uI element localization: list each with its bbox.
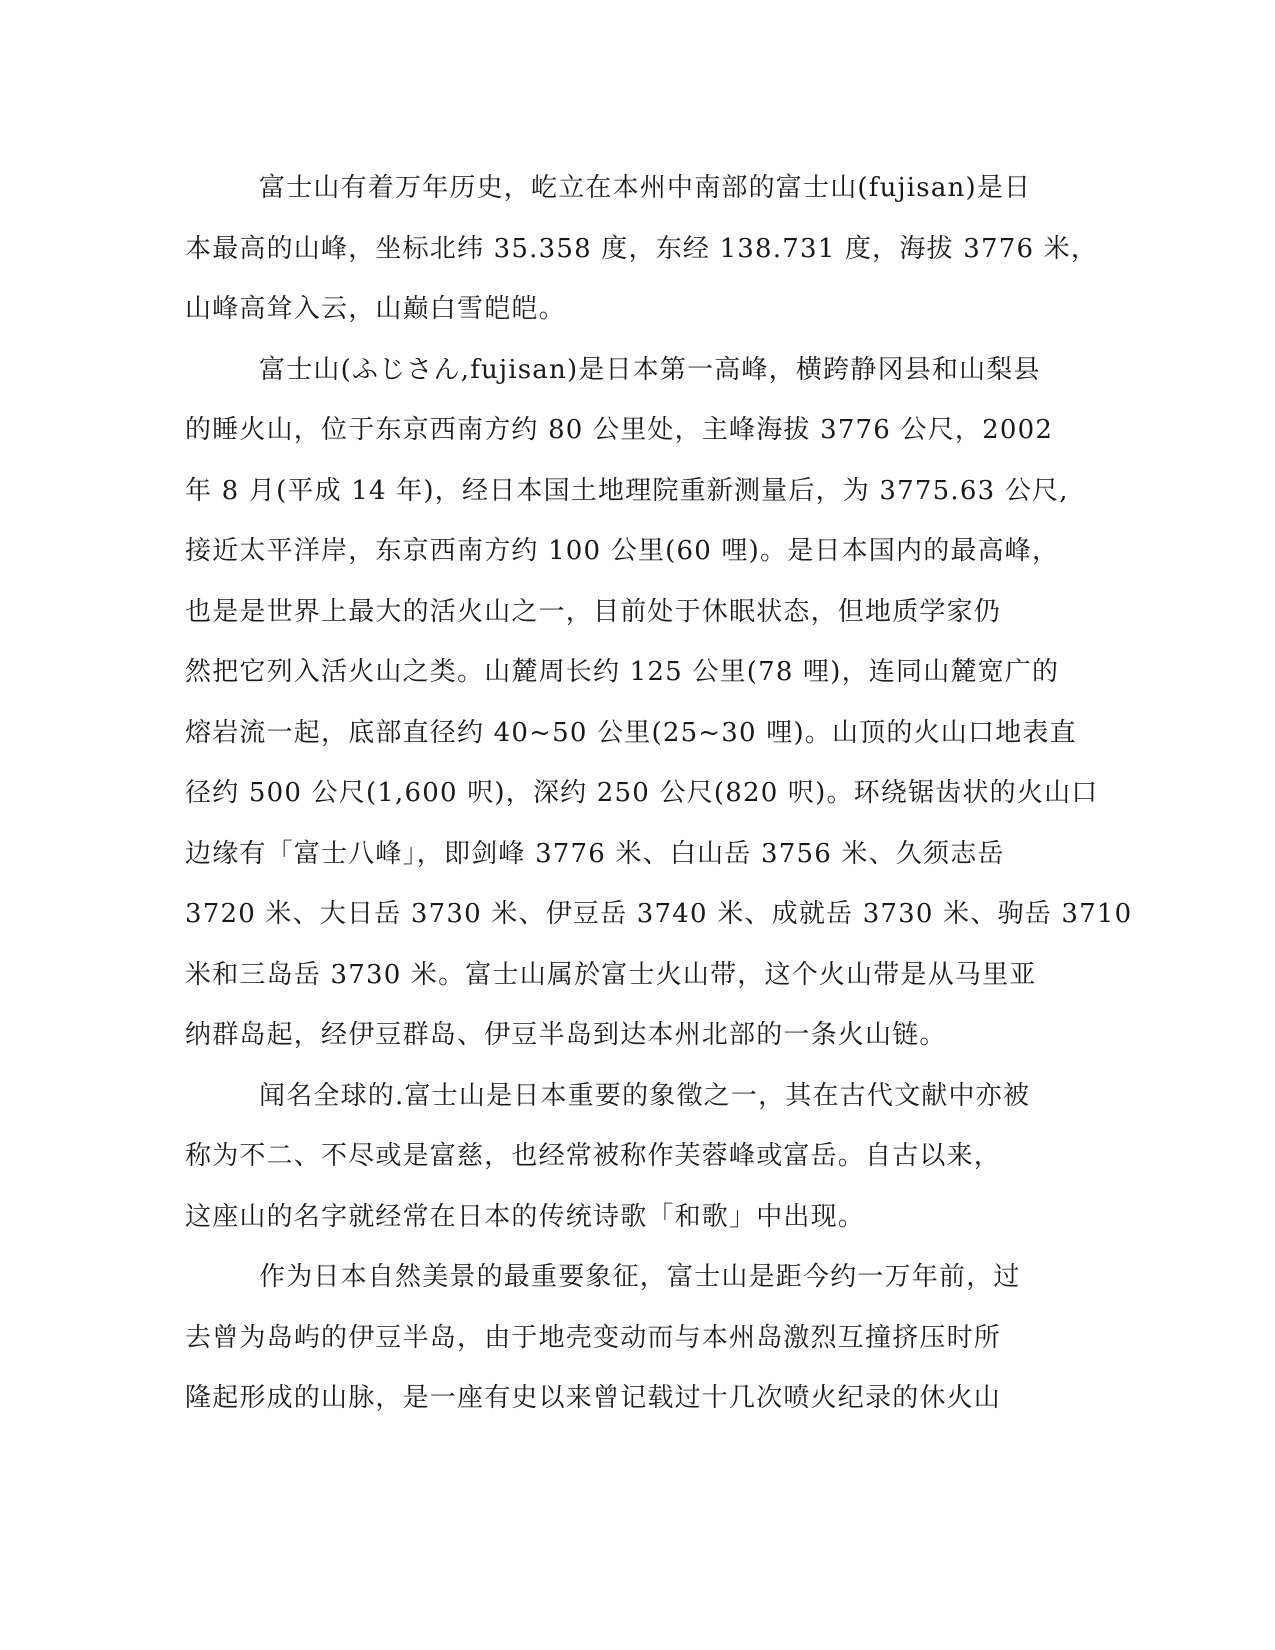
paragraph-line: 熔岩流一起，底部直径约 40~50 公里(25~30 哩)。山顶的火山口地表直	[185, 717, 1077, 748]
paragraph	[185, 1066, 1055, 1248]
paragraph-line: 山峰高耸入云，山巅白雪皑皑。	[185, 294, 566, 324]
paragraph	[185, 158, 1099, 340]
paragraph-line: 富士山(ふじさん,fujisan)是日本第一高峰，横跨静冈县和山梨县	[259, 354, 1041, 385]
paragraph-line: 径约 500 公尺(1,600 呎)，深约 250 公尺(820 呎)。环绕锯齿状的火山口	[185, 778, 1099, 808]
paragraph-line: 年 8 月(平成 14 年)，经日本国土地理院重新测量后，为 3775.63 公尺,	[185, 475, 1069, 506]
paragraph-line: 3720 米、大日岳 3730 米、伊豆岳 3740 米、成就岳 3730 米、驹岳 3710	[185, 899, 1133, 929]
paragraph	[185, 340, 1133, 1066]
paragraph-line: 这座山的名字就经常在日本的传统诗歌「和歌」中出现。	[185, 1201, 866, 1232]
paragraph-line: 本最高的山峰，坐标北纬 35.358 度，东经 138.731 度，海拔 3776 米，	[185, 233, 1099, 264]
paragraph-line: 的睡火山，位于东京西南方约 80 公里处，主峰海拔 3776 公尺，2002	[185, 415, 1054, 445]
paragraph-line: 纳群岛起，经伊豆群岛、伊豆半岛到达本州北部的一条火山链。	[185, 1020, 947, 1050]
paragraph-line: 也是是世界上最大的活火山之一，目前处于休眠状态，但地质学家仍	[185, 596, 1002, 627]
paragraph-line: 边缘有「富士八峰」，即剑峰 3776 米、白山岳 3756 米、久须志岳	[185, 838, 1005, 869]
paragraph-line: 闻名全球的.富士山是日本重要的象徵之一，其在古代文献中亦被	[259, 1080, 1031, 1111]
paragraph-line: 然把它列入活火山之类。山麓周长约 125 公里(78 哩)，连同山麓宽广的	[185, 657, 1060, 687]
paragraph-line: 富士山有着万年历史，屹立在本州中南部的富士山(fujisan)是日	[259, 173, 1032, 203]
paragraph-line: 作为日本自然美景的最重要象征，富士山是距今约一万年前，过	[259, 1262, 1021, 1292]
paragraph-line: 接近太平洋岸，东京西南方约 100 公里(60 哩)。是日本国内的最高峰，	[185, 536, 1060, 566]
paragraph	[185, 1247, 1055, 1429]
paragraph-line: 隆起形成的山脉，是一座有史以来曾记载过十几次喷火纪录的休火山	[185, 1383, 1002, 1413]
paragraph-line: 米和三岛岳 3730 米。富士山属於富士火山带，这个火山带是从马里亚	[185, 959, 1037, 990]
document-body	[185, 158, 1133, 1429]
paragraph-line: 去曾为岛屿的伊豆半岛，由于地壳变动而与本州岛激烈互撞挤压时所	[185, 1322, 1002, 1353]
paragraph-line: 称为不二、不尽或是富慈，也经常被称作芙蓉峰或富岳。自古以来，	[185, 1141, 1002, 1171]
